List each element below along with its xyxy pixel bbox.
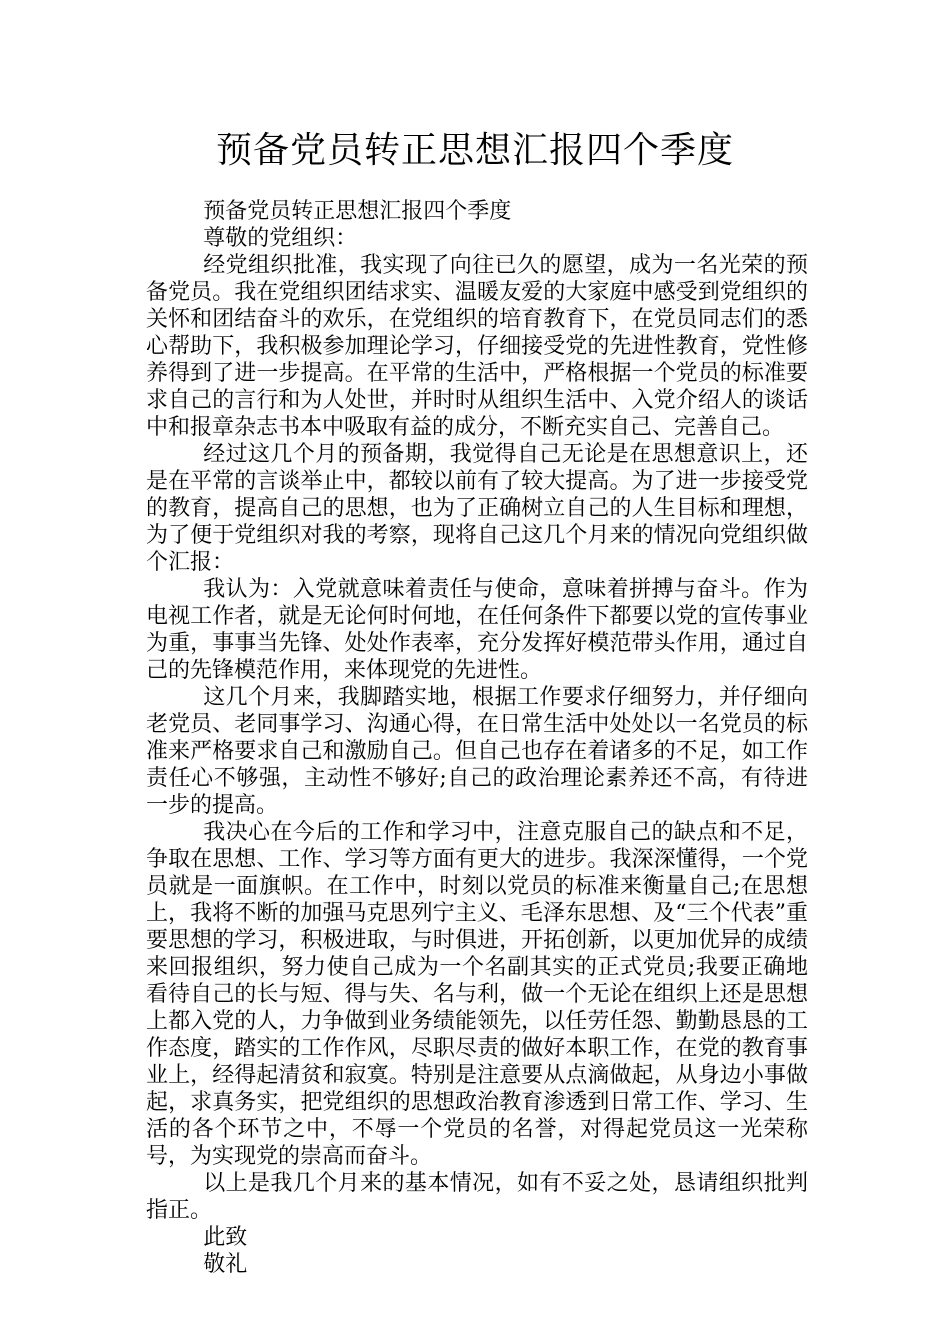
paragraph-6: 以上是我几个月来的基本情况，如有不妥之处，恳请组织批判指正。 bbox=[146, 1171, 808, 1223]
paragraph-5: 我决心在今后的工作和学习中，注意克服自己的缺点和不足，争取在思想、工作、学习等方面有更大的进步。我深深懂得，一个党员就是一面旗帜。在工作中，时刻以党员的标准来衡量自己;在思想上，我将不断的加强马克思列宁主义、毛泽东思想、及“三个代表”重要思想的学习，积极进取，与时俱进，开拓创新，以更加优异的成绩来回报组织，努力使自己成为一个名副其实的正式党员;我要正确地看待自己的长与短、得与失、名与利，做一个无论在组织上还是思想上都入党的人，力争做到业务绩能领先，以任劳任怨、勤勤恳恳的工作态度，踏实的工作作风，尽职尽责的做好本职工作，在党的教育事业上，经得起清贫和寂寞。特别是注意要从点滴做起，从身边小事做起，求真务实，把党组织的思想政治教育渗透到日常工作、学习、生活的各个环节之中，不辱一个党员的名誉，对得起党员这一光荣称号，为实现党的崇高而奋斗。 bbox=[146, 820, 808, 1169]
closing-greeting: 此致 bbox=[203, 1225, 248, 1250]
paragraph-2: 经过这几个月的预备期，我觉得自己无论是在思想意识上，还是在平常的言谈举止中，都较以前有了较大提高。为了进一步接受党的教育，提高自己的思想，也为了正确树立自己的人生目标和理想，为了便于党组织对我的考察，现将自己这几个月来的情况向党组织做个汇报： bbox=[146, 442, 808, 575]
salutation: 尊敬的党组织： bbox=[203, 226, 358, 251]
paragraph-3: 我认为：入党就意味着责任与使命，意味着拼搏与奋斗。作为电视工作者，就是无论何时何地，在任何条件下都要以党的宣传事业为重，事事当先锋、处处作表率，充分发挥好模范带头作用，通过自己的先锋模范作用，来体现党的先进性。 bbox=[146, 577, 808, 683]
document-body bbox=[146, 198, 808, 1278]
paragraph-4: 这几个月来，我脚踏实地，根据工作要求仔细努力，并仔细向老党员、老同事学习、沟通心得，在日常生活中处处以一名党员的标准来严格要求自己和激励自己。但自己也存在着诸多的不足，如工作责任心不够强，主动性不够好;自己的政治理论素养还不高，有待进一步的提高。 bbox=[146, 685, 808, 818]
closing-salute: 敬礼 bbox=[203, 1252, 248, 1277]
document-subtitle: 预备党员转正思想汇报四个季度 bbox=[203, 199, 512, 224]
document-title: 预备党员转正思想汇报四个季度 bbox=[215, 130, 734, 171]
paragraph-1: 经党组织批准，我实现了向往已久的愿望，成为一名光荣的预备党员。我在党组织团结求实、温暖友爱的大家庭中感受到党组织的关怀和团结奋斗的欢乐，在党组织的培育教育下，在党员同志们的悉心帮助下，我积极参加理论学习，仔细接受党的先进性教育，党性修养得到了进一步提高。在平常的生活中，严格根据一个党员的标准要求自己的言行和为人处世，并时时从组织生活中、入党介绍人的谈话中和报章杂志书本中吸取有益的成分，不断充实自己、完善自己。 bbox=[146, 253, 808, 440]
